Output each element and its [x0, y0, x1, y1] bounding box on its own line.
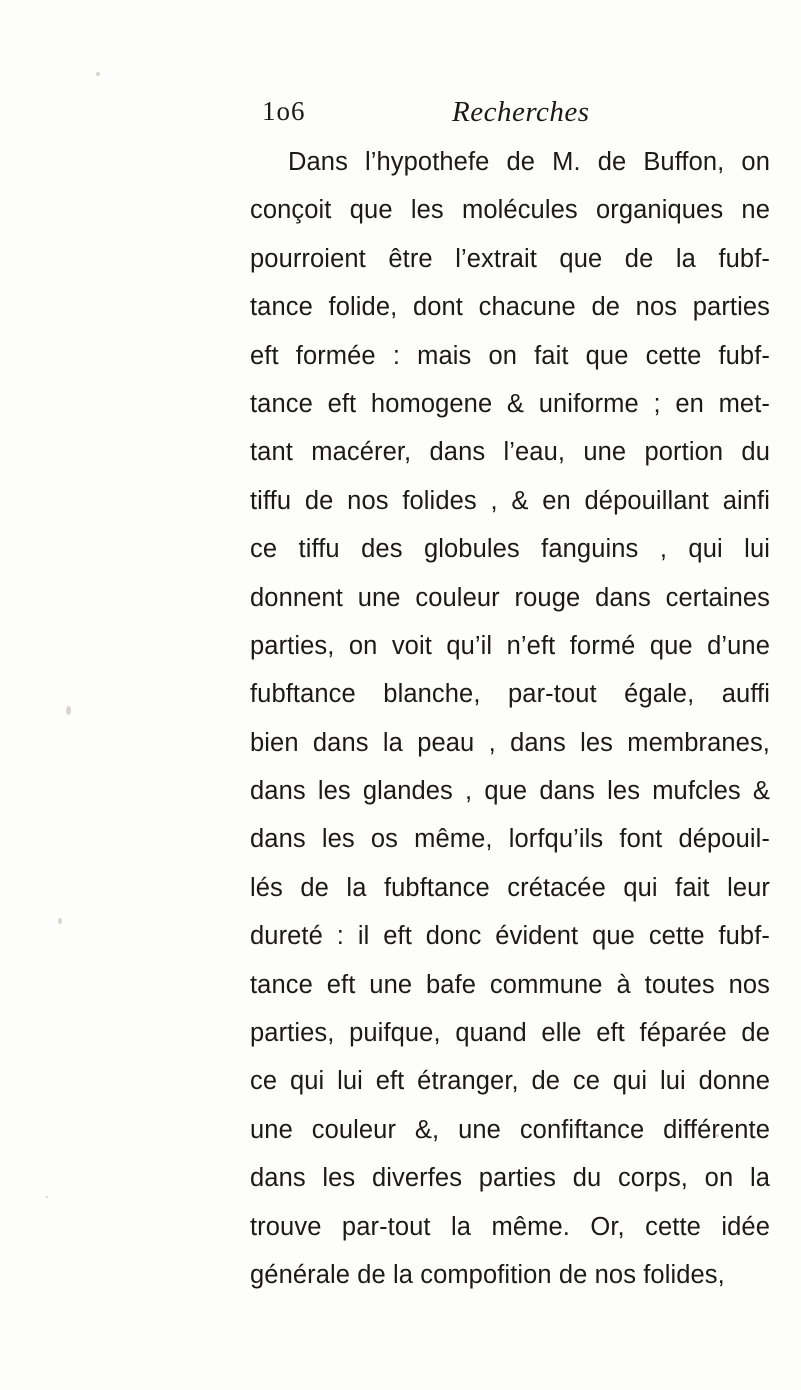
text-line: tance eft une bafe commune à toutes nos	[250, 970, 770, 999]
text-line: conçoit que les molécules organiques ne	[250, 196, 770, 225]
text-line: fubftance blanche, par-tout égale, auffi	[250, 680, 770, 709]
text-line: dureté : il eft donc évident que cette fubf-	[250, 922, 770, 951]
text-line: ce tiffu des globules fanguins , qui lui	[250, 535, 770, 564]
page-number: 1o6	[262, 96, 306, 126]
page-header	[262, 96, 722, 140]
text-line: tant macérer, dans l’eau, une portion du	[250, 438, 770, 467]
text-line: Dans l’hypothefe de M. de Buffon, on	[288, 148, 770, 176]
text-line: eft formée : mais on fait que cette fubf-	[250, 341, 770, 370]
text-line: une couleur &, une confiftance différente	[250, 1115, 770, 1144]
text-line: pourroient être l’extrait que de la fubf-	[250, 244, 770, 273]
text-line: tiffu de nos folides , & en dépouillant ainfi	[250, 486, 770, 515]
text-line: lés de la fubftance crétacée qui fait leur	[250, 873, 770, 902]
running-title: Recherches	[452, 96, 590, 128]
text-line: parties, puifque, quand elle eft féparée de	[250, 1019, 770, 1048]
text-line: ce qui lui eft étranger, de ce qui lui donne	[250, 1067, 770, 1096]
text-line: tance eft homogene & uniforme ; en met-	[250, 389, 770, 418]
body-text	[250, 138, 770, 1299]
text-line: parties, on voit qu’il n’eft formé que d’une	[250, 631, 770, 660]
text-line: dans les diverfes parties du corps, on la	[250, 1164, 770, 1193]
text-line: dans les os même, lorfqu’ils font dépouil-	[250, 825, 770, 854]
text-line: tance folide, dont chacune de nos parties	[250, 293, 770, 322]
text-line: bien dans la peau , dans les membranes,	[250, 728, 770, 757]
text-line: dans les glandes , que dans les mufcles &	[250, 777, 770, 806]
text-line: trouve par-tout la même. Or, cette idée	[250, 1212, 770, 1241]
text-line: donnent une couleur rouge dans certaines	[250, 583, 770, 612]
text-line: générale de la compofition de nos folides,	[250, 1260, 725, 1289]
